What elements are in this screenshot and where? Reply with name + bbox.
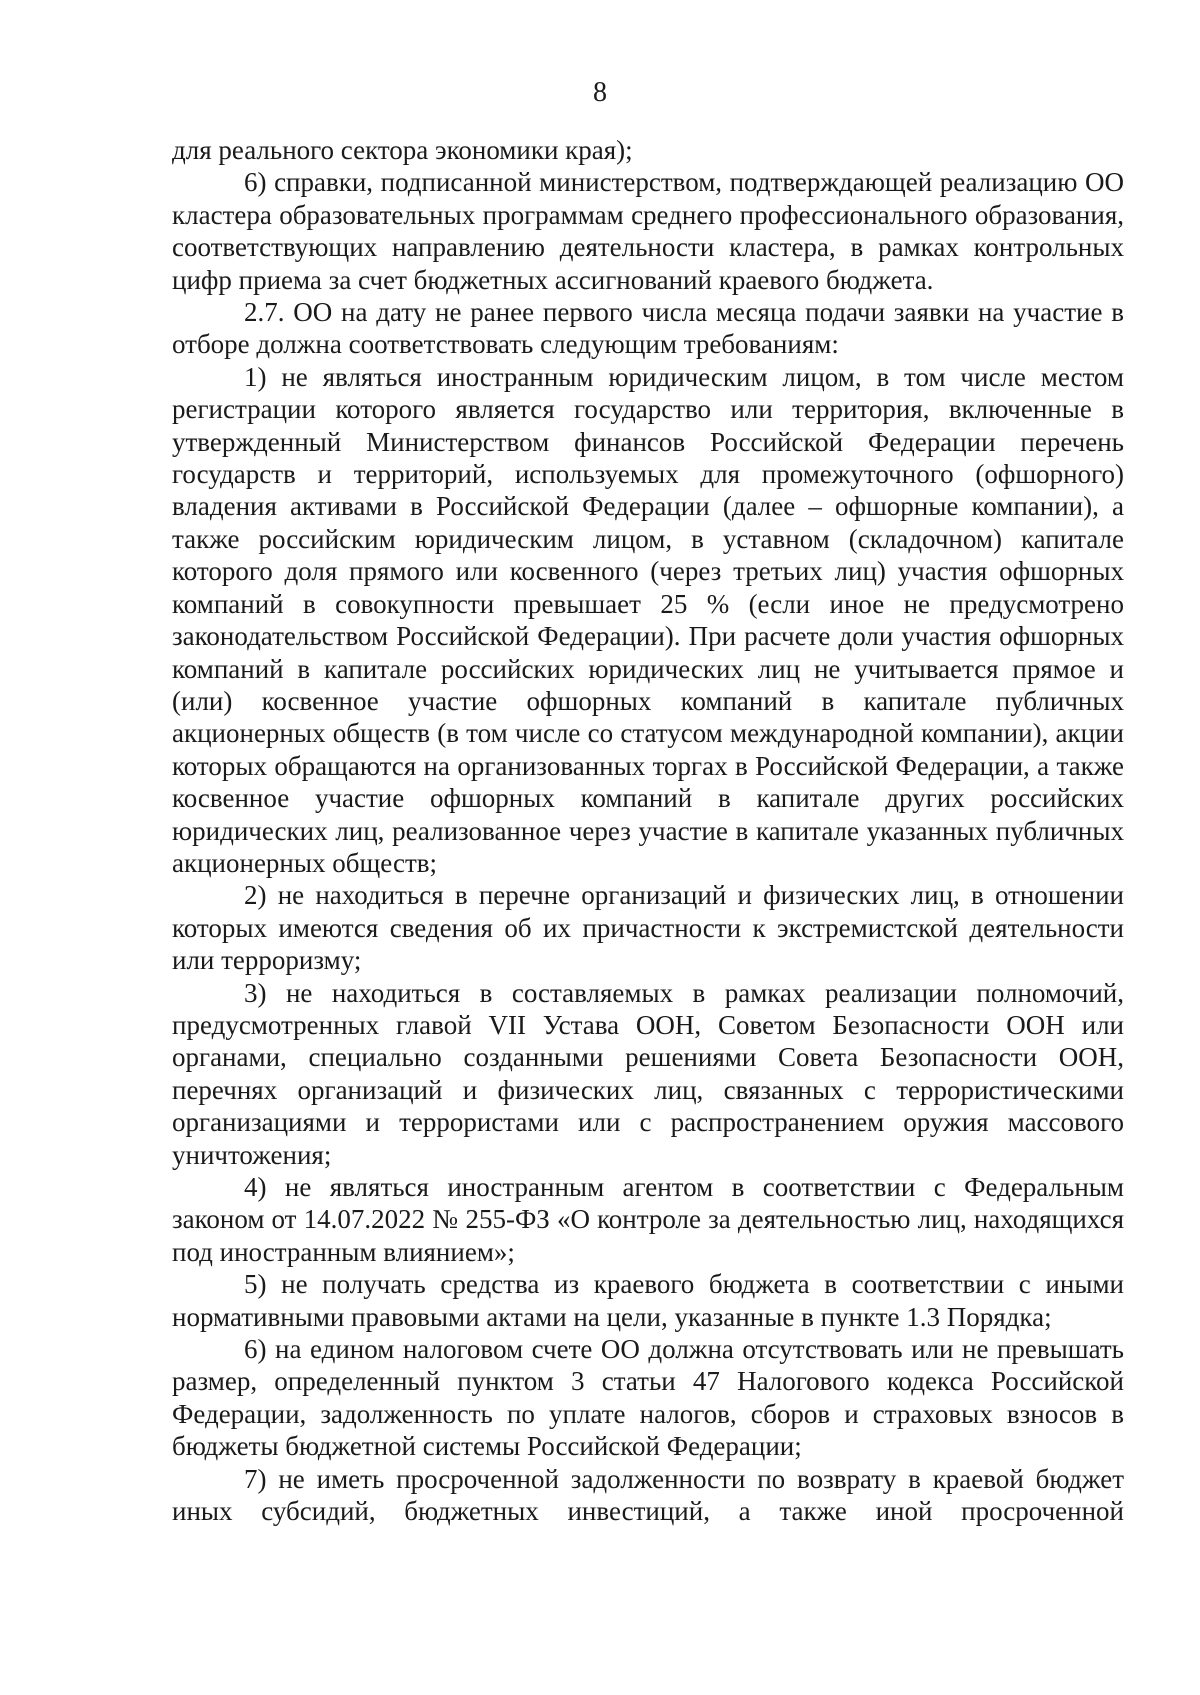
paragraph-requirement-7: 7) не иметь просроченной задолженности по возврату в краевой бюджет иных субсидий, бюджетных инвестиций, а также иной просроченной [172,1463,1124,1527]
page-number: 8 [593,77,607,108]
paragraph-requirement-6: 6) на едином налоговом счете ОО должна отсутствовать или не превышать размер, определенный пунктом 3 статьи 47 Налогового кодекса Российской Федерации, задолженность по уплате налогов, сборов и страховых взносов в бюджеты бюджетной системы Российской Федерации; [172,1334,1124,1462]
paragraph-continuation: для реального сектора экономики края); [172,135,633,165]
paragraph-requirement-2: 2) не находиться в перечне организаций и физических лиц, в отношении которых имеются сведения об их причастности к экстремистской деятельности или терроризму; [172,880,1124,976]
paragraph-section-2-7: 2.7. ОО на дату не ранее первого числа месяца подачи заявки на участие в отборе должна соответствовать следующим требованиям: [172,297,1124,360]
paragraph-item-6-certificate: 6) справки, подписанной министерством, подтверждающей реализацию ОО кластера образовательных программам среднего профессионального образования, соответствующих направлению деятельности кластера, в рамках контрольных цифр приема за счет бюджетных ассигнований краевого бюджета. [172,167,1124,295]
paragraph-requirement-1: 1) не являться иностранным юридическим лицом, в том числе местом регистрации которого является государство или территория, включенные в утвержденный Министерством финансов Российской Федерации перечень государств и территорий, используемых для промежуточного (офшорного) владения активами в Российской Федерации (далее – офшорные компании), а также российским юридическим лицом, в уставном (складочном) капитале которого доля прямого или косвенного (через третьих лиц) участия офшорных компаний в совокупности превышает 25 % (если иное не предусмотрено законодательством Российской Федерации). При расчете доли участия офшорных компаний в капитале российских юридических лиц не учитывается прямое и (или) косвенное участие офшорных компаний в капитале публичных акционерных обществ (в том числе со статусом международной компании), акции которых обращаются на организованных торгах в Российской Федерации, а также косвенное участие офшорных компаний в капитале других российских юридических лиц, реализованное через участие в капитале указанных публичных акционерных обществ; [172,361,1124,878]
document-body [172,134,1124,1527]
paragraph-requirement-5: 5) не получать средства из краевого бюджета в соответствии с иными нормативными правовыми актами на цели, указанные в пункте 1.3 Порядка; [172,1269,1124,1332]
paragraph-requirement-3: 3) не находиться в составляемых в рамках реализации полномочий, предусмотренных главой VII Устава ООН, Советом Безопасности ООН или органами, специально созданными решениями Совета Безопасности ООН, перечнях организаций и физических лиц, связанных с террористическими организациями и террористами или с распространением оружия массового уничтожения; [172,977,1124,1170]
paragraph-requirement-4: 4) не являться иностранным агентом в соответствии с Федеральным законом от 14.07.2022 № 255-ФЗ «О контроле за деятельностью лиц, находящихся под иностранным влиянием»; [172,1172,1124,1267]
